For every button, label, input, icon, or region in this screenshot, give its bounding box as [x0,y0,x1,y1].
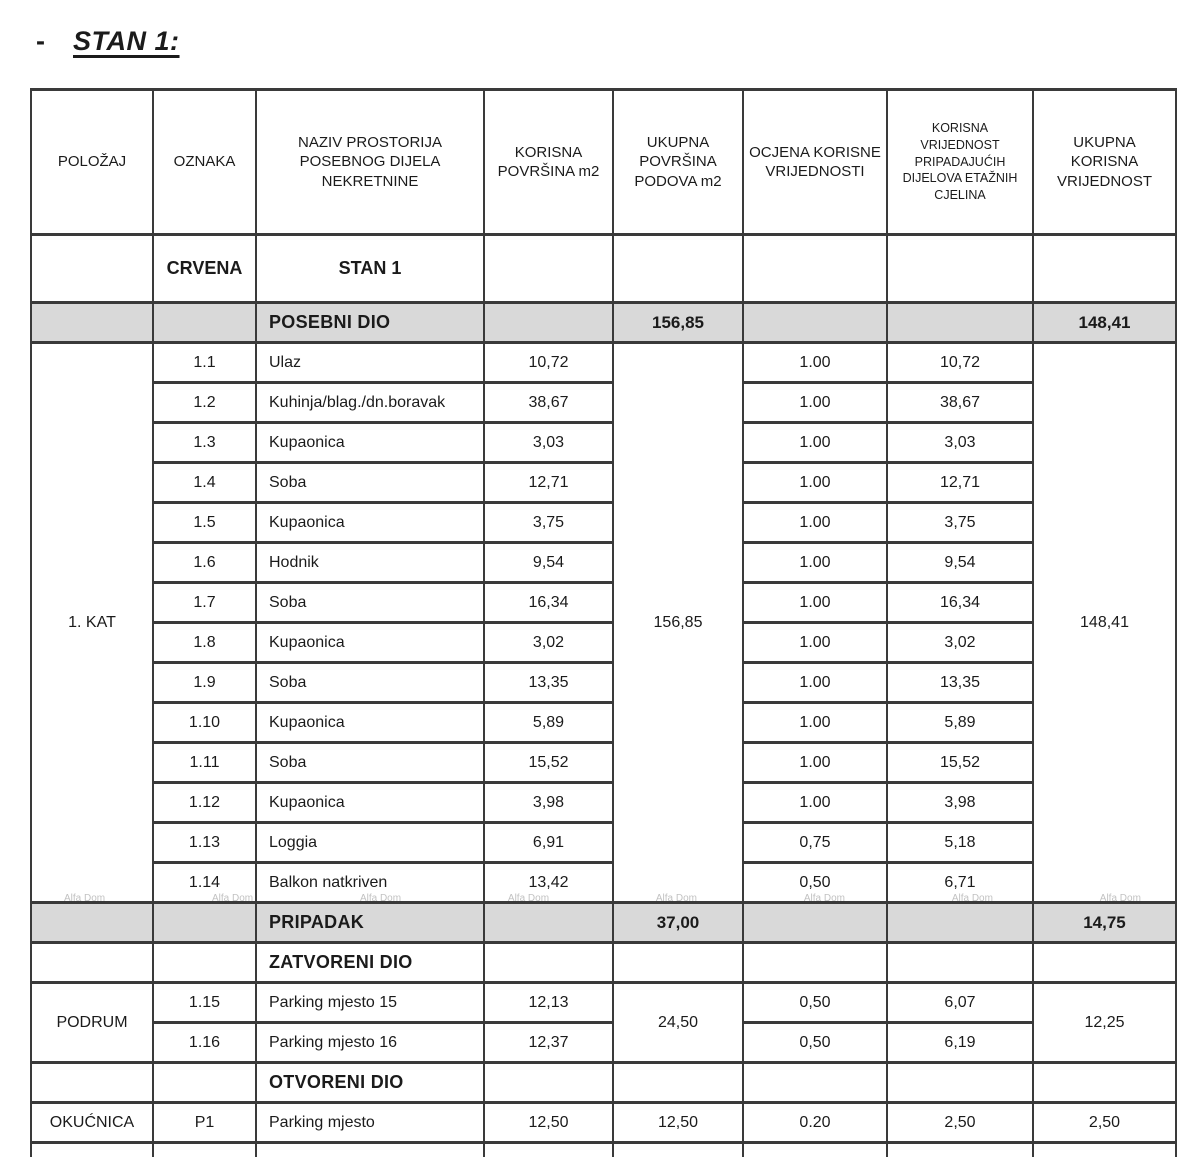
room-naziv: Kupaonica [256,783,484,823]
empty-cell [887,943,1033,983]
empty-cell [613,1143,743,1157]
room-ocjena: 0,50 [743,983,887,1023]
empty-cell [743,1063,887,1103]
room-korisna: 9,54 [484,543,613,583]
room-korisna: 3,75 [484,503,613,543]
empty-cell [153,303,256,343]
room-korisna: 12,13 [484,983,613,1023]
empty-cell [743,235,887,303]
room-naziv: Soba [256,663,484,703]
room-ocjena: 1.00 [743,703,887,743]
empty-cell [31,235,153,303]
room-korisna: 16,34 [484,583,613,623]
room-vrijednost: 3,02 [887,623,1033,663]
pripadak-podova: 37,00 [613,903,743,943]
empty-cell [887,303,1033,343]
room-oznaka: 1.7 [153,583,256,623]
empty-cell [484,1143,613,1157]
room-row [31,663,1176,703]
room-oznaka: 1.9 [153,663,256,703]
empty-cell [743,1143,887,1157]
room-naziv: Hodnik [256,543,484,583]
room-ocjena: 1.00 [743,743,887,783]
empty-cell [31,1143,153,1157]
room-ocjena: 0,75 [743,823,887,863]
parking-row [31,1023,1176,1063]
col-header-korisna-vrijednost-pripadajucih: KORISNA VRIJEDNOST PRIPADAJUĆIH DIJELOVA ETAŽNIH CJELINA [887,90,1033,235]
empty-cell [1033,1143,1176,1157]
room-ocjena: 1.00 [743,543,887,583]
room-naziv: Soba [256,463,484,503]
room-vrijednost: 5,89 [887,703,1033,743]
room-korisna: 5,89 [484,703,613,743]
room-vrijednost: 5,18 [887,823,1033,863]
room-vrijednost: 12,71 [887,463,1033,503]
room-oznaka: 1.4 [153,463,256,503]
room-vrijednost: 6,19 [887,1023,1033,1063]
watermark-text: Alfa Dom [64,893,106,904]
room-naziv: Kupaonica [256,703,484,743]
room-naziv: Ulaz [256,343,484,383]
posebni-dio-row [31,303,1176,343]
room-korisna: 13,35 [484,663,613,703]
room-korisna: 12,50 [484,1103,613,1143]
posebni-dio-label: POSEBNI DIO [256,303,484,343]
room-oznaka: P1 [153,1103,256,1143]
room-row [31,503,1176,543]
valuation-table [30,88,1177,1157]
unit-naziv: STAN 1 [256,235,484,303]
room-vrijednost: 6,71 [887,863,1033,903]
room-ocjena: 1.00 [743,503,887,543]
title-bullet: - [36,26,45,56]
watermark-text: Alfa Dom [507,893,550,904]
room-naziv: Kuhinja/blag./dn.boravak [256,383,484,423]
room-oznaka: 1.12 [153,783,256,823]
col-header-polozaj: POLOŽAJ [31,90,153,235]
empty-cell [153,1143,256,1157]
empty-cell [887,903,1033,943]
room-oznaka: 1.15 [153,983,256,1023]
room-ocjena: 1.00 [743,423,887,463]
kat-ukupna-cell: 148,41 [1033,343,1176,903]
empty-cell [484,235,613,303]
room-row [31,703,1176,743]
empty-cell [484,1063,613,1103]
empty-cell [1033,943,1176,983]
polozaj-podrum-cell: PODRUM [31,983,153,1063]
room-row [31,383,1176,423]
empty-cell [887,235,1033,303]
room-oznaka: 1.13 [153,823,256,863]
room-oznaka: 1.10 [153,703,256,743]
room-vrijednost: 6,07 [887,983,1033,1023]
empty-cell [743,903,887,943]
room-oznaka: 1.11 [153,743,256,783]
room-vrijednost: 10,72 [887,343,1033,383]
col-header-naziv: NAZIV PROSTORIJA POSEBNOG DIJELA NEKRETNINE [256,90,484,235]
room-korisna: 15,52 [484,743,613,783]
room-ocjena: 1.00 [743,463,887,503]
valuation-table-wrap [30,88,1175,1157]
room-naziv: Parking mjesto 15 [256,983,484,1023]
polozaj-kat-cell: 1. KAT [31,343,153,903]
empty-cell [484,903,613,943]
empty-cell [153,903,256,943]
room-oznaka: 1.6 [153,543,256,583]
empty-cell [613,943,743,983]
room-vrijednost: 3,75 [887,503,1033,543]
room-ocjena: 1.00 [743,663,887,703]
watermark-text: Alfa Dom [803,893,845,904]
room-row [31,743,1176,783]
pripadak-label: PRIPADAK [256,903,484,943]
polozaj-okucnica-cell: OKUĆNICA [31,1103,153,1143]
empty-cell [1033,235,1176,303]
room-ocjena: 1.00 [743,383,887,423]
room-naziv: Kupaonica [256,503,484,543]
room-oznaka: 1.3 [153,423,256,463]
room-korisna: 12,71 [484,463,613,503]
unit-row [31,235,1176,303]
okucnica-ukupna: 2,50 [1033,1103,1176,1143]
empty-cell [31,1063,153,1103]
room-korisna: 12,37 [484,1023,613,1063]
watermark-text: Alfa Dom [951,893,993,904]
zatvoreni-dio-label: ZATVORENI DIO [256,943,484,983]
title-text: STAN 1: [73,26,180,56]
room-naziv: Balkon natkriven [256,863,484,903]
zatvoreni-dio-row [31,943,1176,983]
empty-cell [484,303,613,343]
room-naziv: Soba [256,743,484,783]
room-vrijednost: 13,35 [887,663,1033,703]
room-korisna: 13,42 [484,863,613,903]
empty-cell [887,1063,1033,1103]
room-oznaka: 1.1 [153,343,256,383]
room-vrijednost: 3,03 [887,423,1033,463]
room-oznaka: 1.16 [153,1023,256,1063]
empty-cell [743,303,887,343]
empty-cell [613,235,743,303]
room-row [31,463,1176,503]
room-row [31,823,1176,863]
okucnica-row [31,1103,1176,1143]
room-vrijednost: 15,52 [887,743,1033,783]
okucnica-podova: 12,50 [613,1103,743,1143]
col-header-oznaka: OZNAKA [153,90,256,235]
empty-cell [31,903,153,943]
partial-bottom-row [31,1143,1176,1157]
col-header-ocjena: OCJENA KORISNE VRIJEDNOSTI [743,90,887,235]
posebni-dio-podova: 156,85 [613,303,743,343]
room-row [31,623,1176,663]
empty-cell [31,303,153,343]
empty-cell [153,943,256,983]
room-naziv: Soba [256,583,484,623]
empty-cell [1033,1063,1176,1103]
header-row [31,90,1176,235]
room-korisna: 38,67 [484,383,613,423]
empty-cell [613,1063,743,1103]
room-vrijednost: 9,54 [887,543,1033,583]
room-row [31,583,1176,623]
room-korisna: 3,02 [484,623,613,663]
room-ocjena: 0,50 [743,863,887,903]
pripadak-row [31,903,1176,943]
room-korisna: 6,91 [484,823,613,863]
room-naziv: Parking mjesto [256,1103,484,1143]
room-ocjena: 1.00 [743,343,887,383]
unit-oznaka: CRVENA [153,235,256,303]
room-vrijednost: 16,34 [887,583,1033,623]
col-header-ukupna-povrsina-podova: UKUPNA POVRŠINA PODOVA m2 [613,90,743,235]
room-ocjena: 0,50 [743,1023,887,1063]
room-naziv: Kupaonica [256,423,484,463]
col-header-korisna-povrsina: KORISNA POVRŠINA m2 [484,90,613,235]
kat-podova-cell: 156,85 [613,343,743,903]
room-ocjena: 0.20 [743,1103,887,1143]
room-korisna: 10,72 [484,343,613,383]
otvoreni-dio-row [31,1063,1176,1103]
page-title [36,26,180,57]
podrum-ukupna-cell: 12,25 [1033,983,1176,1063]
room-oznaka: 1.8 [153,623,256,663]
room-row [31,543,1176,583]
watermark-text: Alfa Dom [359,893,402,904]
room-korisna: 3,98 [484,783,613,823]
room-oznaka: 1.2 [153,383,256,423]
room-row [31,343,1176,383]
room-vrijednost: 2,50 [887,1103,1033,1143]
room-ocjena: 1.00 [743,583,887,623]
otvoreni-dio-label: OTVORENI DIO [256,1063,484,1103]
room-vrijednost: 3,98 [887,783,1033,823]
empty-cell [887,1143,1033,1157]
empty-cell [31,943,153,983]
empty-cell [256,1143,484,1157]
posebni-dio-ukupna: 148,41 [1033,303,1176,343]
room-row [31,423,1176,463]
room-ocjena: 1.00 [743,783,887,823]
podrum-podova-cell: 24,50 [613,983,743,1063]
watermark-text: Alfa Dom [211,893,254,904]
room-vrijednost: 38,67 [887,383,1033,423]
empty-cell [153,1063,256,1103]
col-header-ukupna-korisna-vrijednost: UKUPNA KORISNA VRIJEDNOST [1033,90,1176,235]
room-oznaka: 1.5 [153,503,256,543]
room-row [31,783,1176,823]
empty-cell [484,943,613,983]
watermark-text: Alfa Dom [655,893,697,904]
empty-cell [743,943,887,983]
room-naziv: Kupaonica [256,623,484,663]
room-ocjena: 1.00 [743,623,887,663]
room-naziv: Parking mjesto 16 [256,1023,484,1063]
room-korisna: 3,03 [484,423,613,463]
room-naziv: Loggia [256,823,484,863]
room-oznaka: 1.14 [153,863,256,903]
parking-row [31,983,1176,1023]
pripadak-ukupna: 14,75 [1033,903,1176,943]
room-row [31,863,1176,903]
watermark-text: Alfa Dom [1099,893,1141,904]
